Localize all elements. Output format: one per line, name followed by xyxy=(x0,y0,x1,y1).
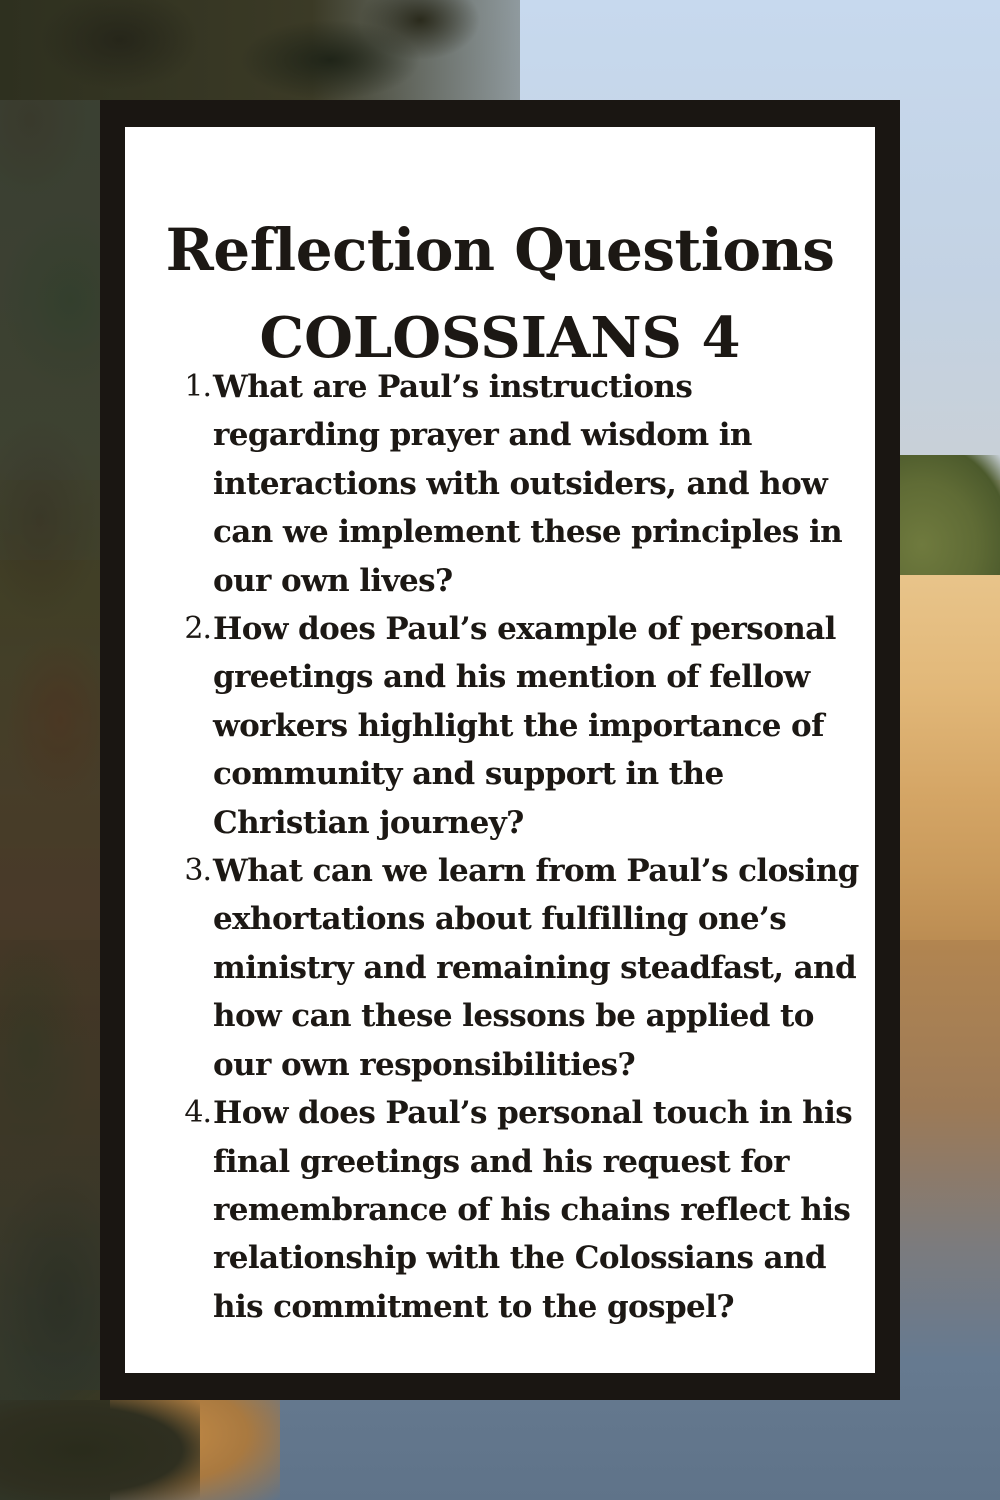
question-number: 1. xyxy=(184,369,211,404)
question-number: 3. xyxy=(184,853,211,889)
question-text: What are Paul’s instructions regarding prayer and wisdom in interactions with outsiders, and how can we implement these principles in our own lives? xyxy=(213,369,843,599)
card-panel xyxy=(125,127,875,1373)
question-text: How does Paul’s example of personal greetings and his mention of fellow workers highlight the importance of community and support in the Christian journey? xyxy=(213,611,836,841)
question-item xyxy=(177,605,867,847)
question-item xyxy=(177,363,867,605)
foliage-top xyxy=(0,0,520,100)
foliage-bottom-left xyxy=(0,1400,200,1500)
foliage-left xyxy=(0,0,110,1500)
question-number: 2. xyxy=(184,611,211,647)
card-subtitle: COLOSSIANS 4 xyxy=(259,305,741,371)
question-number: 4. xyxy=(184,1095,211,1131)
question-item xyxy=(177,1089,867,1331)
card-title: Reflection Questions xyxy=(165,216,835,284)
question-item xyxy=(177,847,867,1089)
card-frame xyxy=(100,100,900,1400)
question-text: What can we learn from Paul’s closing exhortations about fulfilling one’s ministry and remaining steadfast, and how can these lessons be applied to our own responsibilities? xyxy=(213,853,859,1083)
question-text: How does Paul’s personal touch in his final greetings and his request for remembrance of his chains reflect his relationship with the Colossians and his commitment to the gospel? xyxy=(213,1095,853,1325)
question-list xyxy=(177,363,867,1331)
sandstone-pavilion-right xyxy=(890,575,1000,945)
